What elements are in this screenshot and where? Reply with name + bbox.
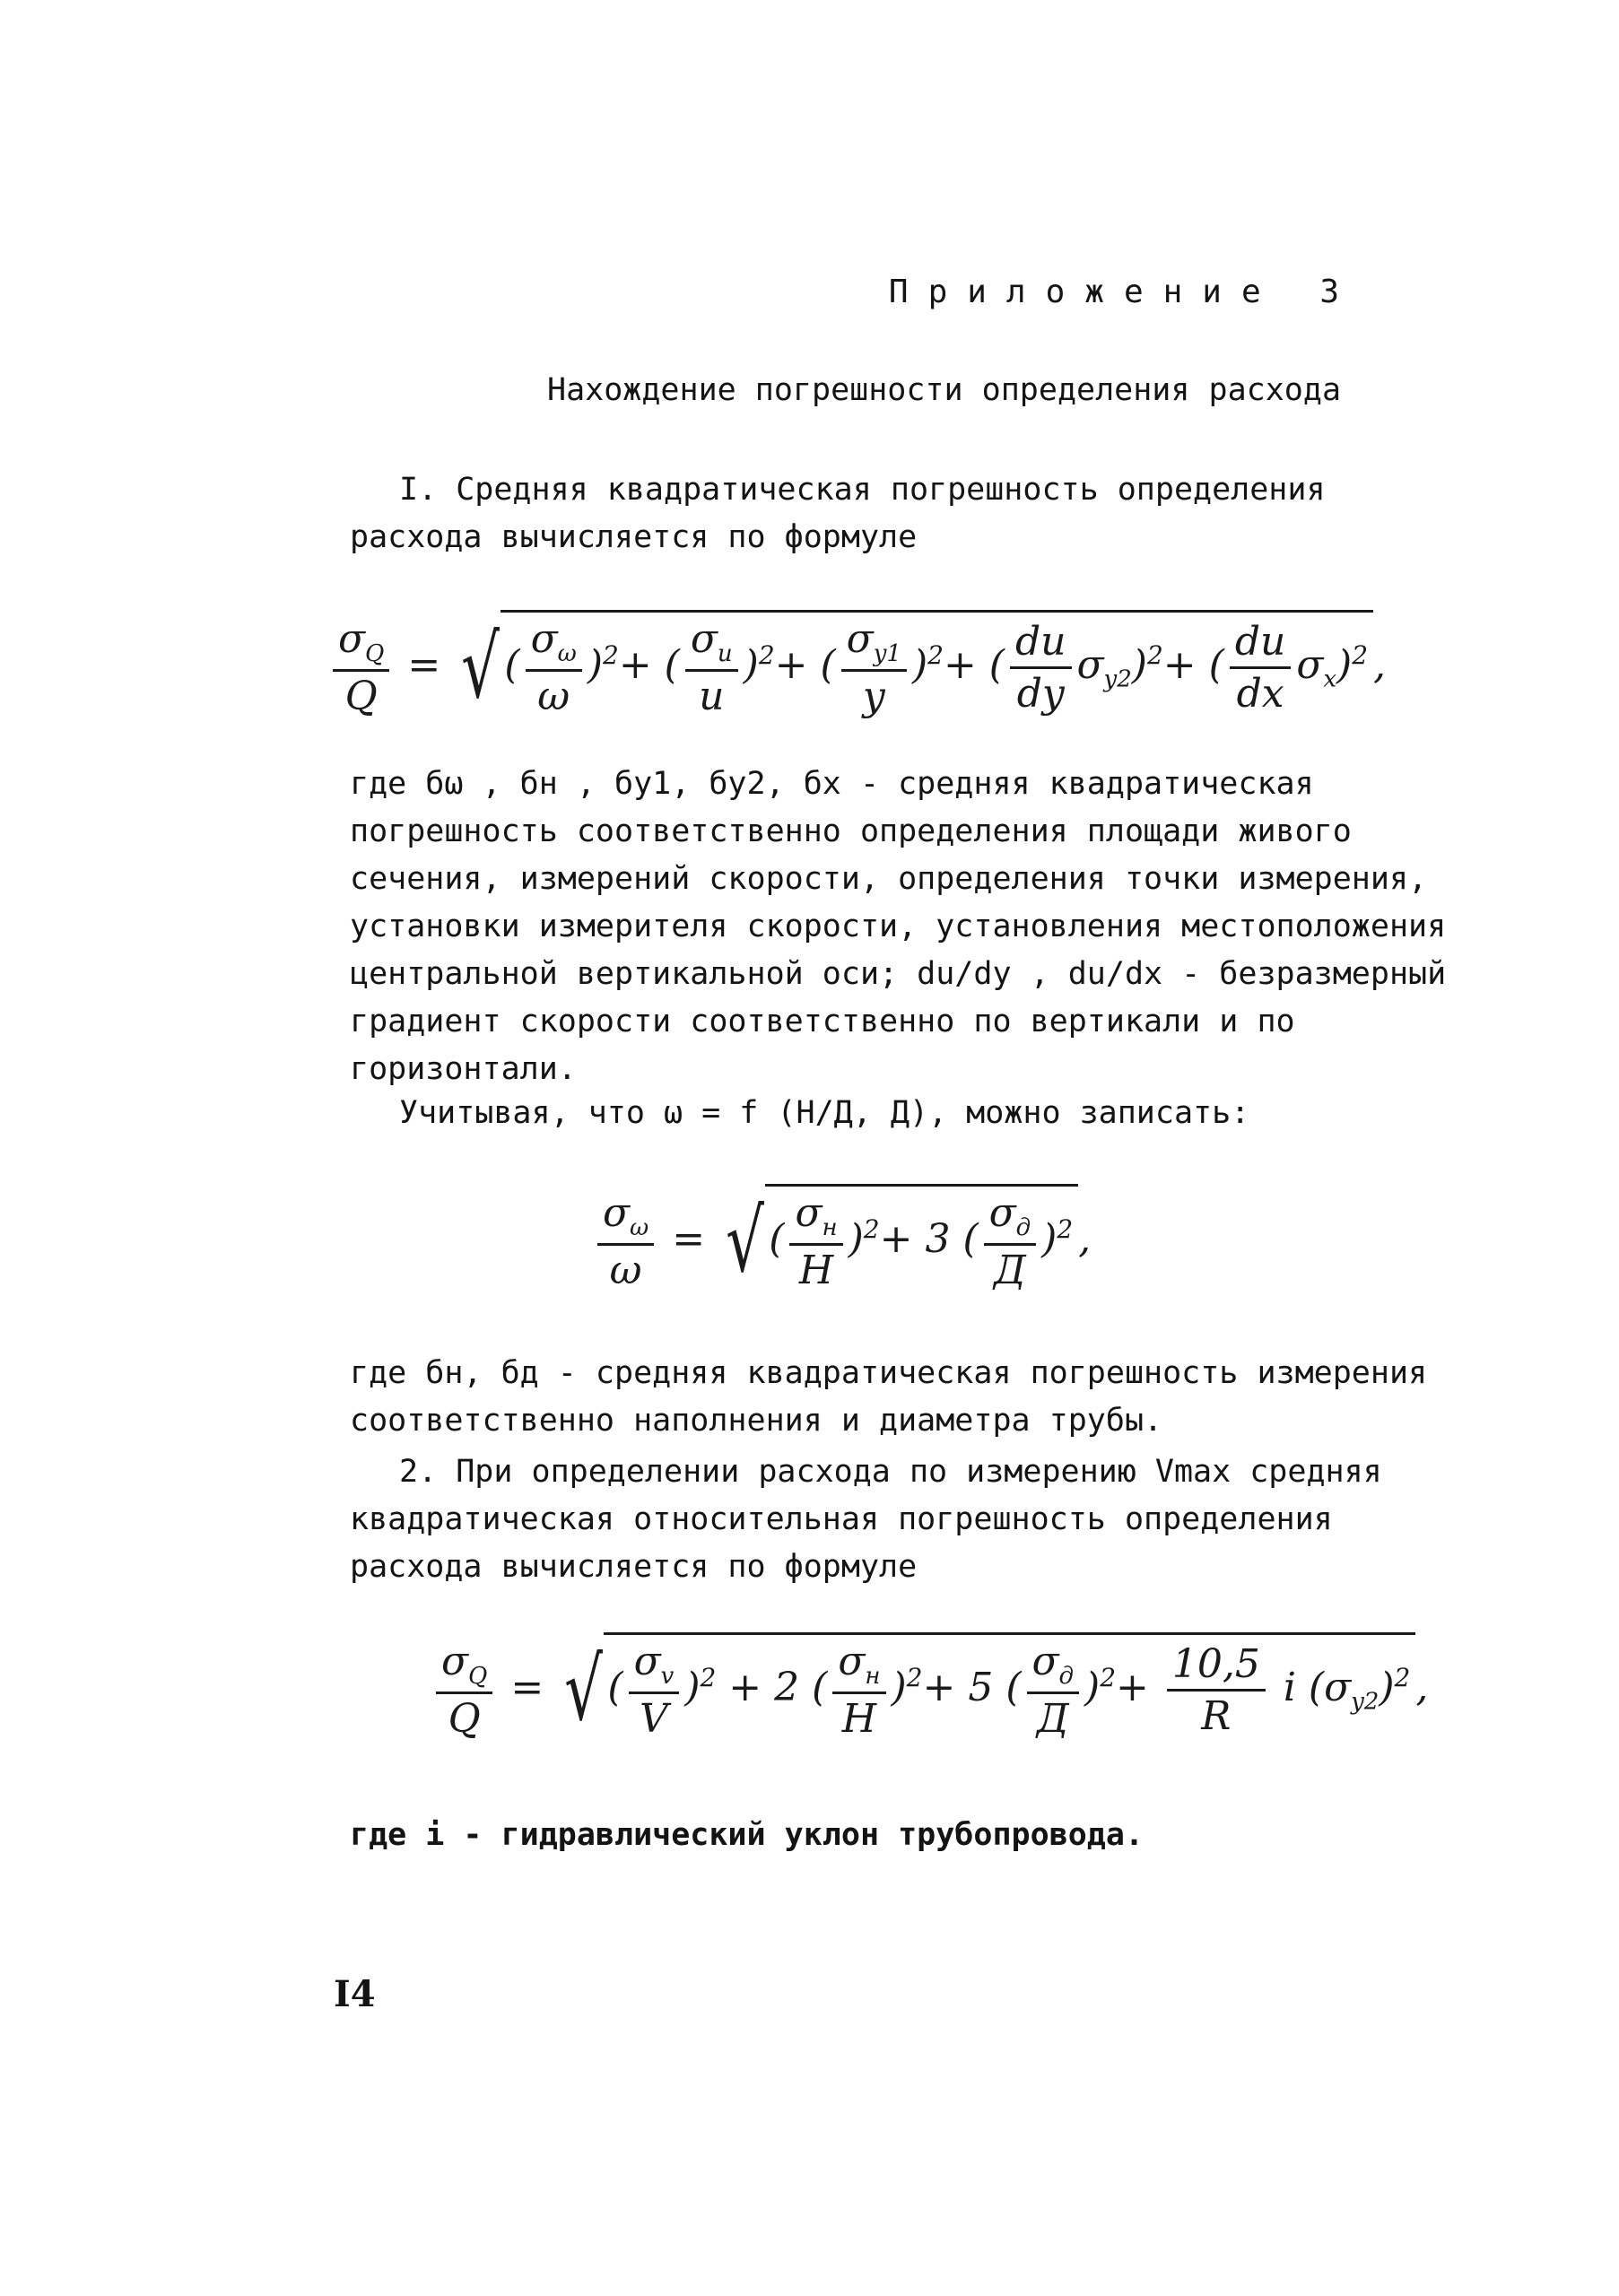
- formula-1-lhs: $\frac{\sigma_Q}{Q}$: [333, 616, 389, 719]
- section2-intro: [350, 1448, 1467, 1591]
- section1-where1: где бω , бн , бу1, бу2, бx - средняя квадратическая погрешность соответственно определения площади живого сечения, измерений скорости, определения точки измерения, установки измерителя скорости, установления местоположения центральной вертикальной оси; du/dy , du/dx - безразмерный градиент скорости соответственно по вертикали и по горизонтали.: [350, 766, 1447, 1087]
- section2-where: где i - гидравлический уклон трубопровода.: [350, 1817, 1145, 1853]
- section1-where2: где бн, бд - средняя квадратическая погрешность измерения соответственно наполнения и диаметра трубы.: [350, 1355, 1428, 1439]
- formula-2: $\frac{\sigma_\omega}{\omega}$ = √( $\frac{\sigma_н}{H}$ )$^2$+ 3 ( $\frac{\sigma_д}{Д}$ )$^2$ ,: [592, 1184, 1091, 1293]
- section1-intro: [350, 466, 1467, 561]
- section-title: Нахождение погрешности определения расхода: [547, 372, 1342, 408]
- section1-considering-text: Учитывая, что ω = f (Н/Д, Д), можно записать:: [399, 1095, 1250, 1131]
- appendix-heading: Приложение 3: [888, 274, 1359, 310]
- section1-considering: [350, 1090, 1467, 1137]
- section2-intro-text: 2. При определении расхода по измерению Vmax средняя квадратическая относительная погрешность определения расхода вычисляется по формуле: [350, 1454, 1382, 1585]
- section1-intro-text: I. Средняя квадратическая погрешность определения расхода вычисляется по формуле: [350, 472, 1326, 555]
- formula-1: $\frac{\sigma_Q}{Q}$ = √( $\frac{\sigma_\omega}{\omega}$ )$^2$+ ( $\frac{\sigma_u}{u}$ )$^2$+ ( $\frac{\sigma_{y1}}{y}$ )$^2$+ ( $\frac{du}{dy}$ $\sigma_{y2})^2+$ ( $\frac{du}{dx}$ $\sigma_x)^2$ ,: [327, 610, 1386, 719]
- formula-3: $\frac{\sigma_Q}{Q}$ = √( $\frac{\sigma_v}{V}$ )$^2$ + 2 ( $\frac{\sigma_н}{H}$ )$^2$+ 5 ( $\frac{\sigma_д}{Д}$ )$^2$+ $\frac{10,5}{R}$ i $(\sigma_{y2})^2$ ,: [431, 1632, 1428, 1742]
- page-number: I4: [334, 1973, 376, 2015]
